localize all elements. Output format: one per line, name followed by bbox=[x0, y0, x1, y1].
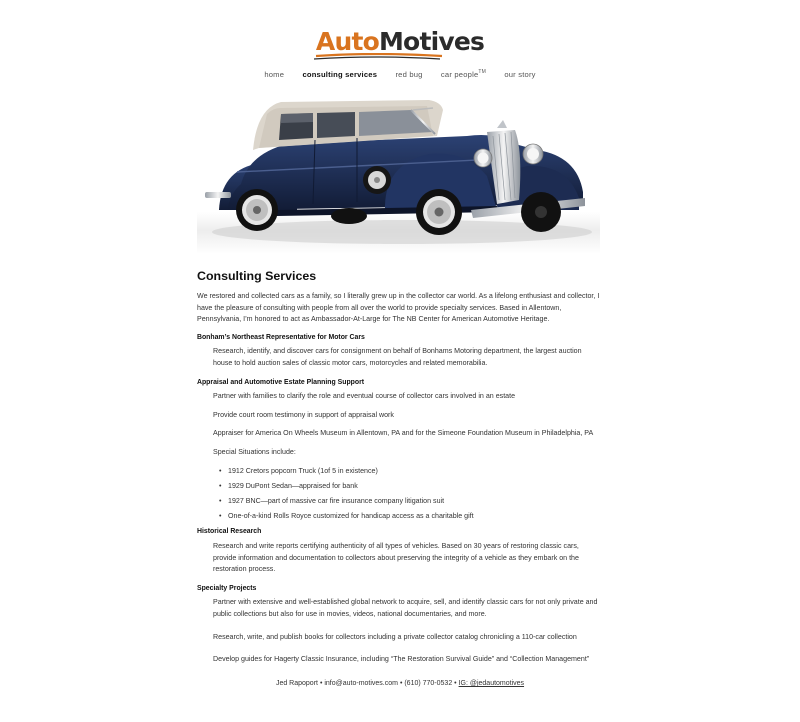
footer-separator: • bbox=[454, 680, 457, 687]
list-item: • One-of-a-kind Rolls Royce customized for handicap access as a charitable gift bbox=[228, 511, 602, 523]
trademark-sup: TM bbox=[478, 69, 487, 75]
intro-paragraph: We restored and collected cars as a family, so I literally grew up in the collector car world. As a lifelong enthusiast and collector, I have the pleasure of consulting with people from all over the world to provide specialty services. Based in Allentown, Pennsylvania, I’m honored to act as Ambassador-At-Large for The NB Center for American Automotive Heritage. bbox=[197, 292, 600, 324]
appraisal-paragraph-2: Provide court room testimony in support of appraisal work bbox=[213, 410, 394, 419]
footer-separator: • bbox=[399, 680, 403, 687]
footer-phone: (610) 770-0532 bbox=[404, 680, 453, 687]
main-content bbox=[197, 268, 602, 666]
bonhams-paragraph: Research, identify, and discover cars for consignment on behalf of Bonhams Motoring department, the largest auction house to hold auction sales of classic motor cars, motorcycles and related memorabilia. bbox=[213, 347, 582, 367]
nav-consulting-services[interactable]: consulting services bbox=[302, 70, 378, 79]
specialty-paragraph-1: Partner with extensive and well-established global network to acquire, sell, and identify classic cars for not only private and public collections but also for use in movies, videos, national documentaries, and more. bbox=[213, 598, 598, 618]
footer-name: Jed Rapoport bbox=[275, 680, 318, 687]
historical-paragraph: Research and write reports certifying authenticity of all types of vehicles. Based on 30 years of restoring classic cars, provide information and documentation to collectors about preserving the integrity of a vehicle as they embark on the restoration process. bbox=[213, 542, 579, 574]
specialty-paragraph-3: Develop guides for Hagerty Classic Insurance, including “The Restoration Survival Guide” and “Collection Management” bbox=[213, 655, 590, 664]
page-title: Consulting Services bbox=[197, 269, 317, 283]
nav-our-story[interactable]: our story bbox=[504, 70, 536, 79]
logo-part-auto: Auto bbox=[315, 27, 379, 56]
nav-car-people[interactable]: car people™ bbox=[440, 69, 487, 79]
logo-part-motives: Motives bbox=[378, 27, 485, 56]
site-footer bbox=[0, 680, 800, 687]
logo-swoosh-icon bbox=[314, 53, 444, 61]
section-title-specialty: Specialty Projects bbox=[197, 584, 257, 592]
footer-instagram-link[interactable]: IG: @jedautomotives bbox=[458, 680, 525, 687]
list-item: • 1912 Cretors popcorn Truck (1of 5 in existence) bbox=[228, 466, 602, 478]
footer-email-link[interactable]: info@auto-motives.com bbox=[324, 680, 398, 687]
section-title-historical: Historical Research bbox=[197, 528, 262, 536]
list-item: • 1929 DuPont Sedan—appraised for bank bbox=[228, 481, 602, 493]
appraisal-paragraph-1: Partner with families to clarify the role and eventual course of collector cars involved in an estate bbox=[213, 392, 516, 401]
footer-separator: • bbox=[319, 680, 323, 687]
site-logo[interactable] bbox=[0, 28, 800, 56]
section-title-bonhams: Bonham’s Northeast Representative for Motor Cars bbox=[197, 333, 365, 341]
special-situations-list bbox=[213, 466, 602, 523]
list-item: • 1927 BNC—part of massive car fire insurance company litigation suit bbox=[228, 496, 602, 508]
section-title-appraisal: Appraisal and Automotive Estate Planning Support bbox=[197, 378, 365, 386]
appraisal-paragraph-3: Appraiser for America On Wheels Museum in Allentown, PA and for the Simeone Foundation Museum in Philadelphia, PA bbox=[213, 429, 594, 438]
nav-home[interactable]: home bbox=[264, 70, 285, 79]
specialty-paragraph-2: Research, write, and publish books for collectors including a private collector catalog chronicling a 110-car collection bbox=[213, 632, 577, 641]
hero-classic-car-image bbox=[197, 92, 600, 254]
appraisal-paragraph-4: Special Situations include: bbox=[213, 447, 296, 456]
nav-red-bug[interactable]: red bug bbox=[395, 70, 423, 79]
main-nav bbox=[0, 69, 800, 79]
